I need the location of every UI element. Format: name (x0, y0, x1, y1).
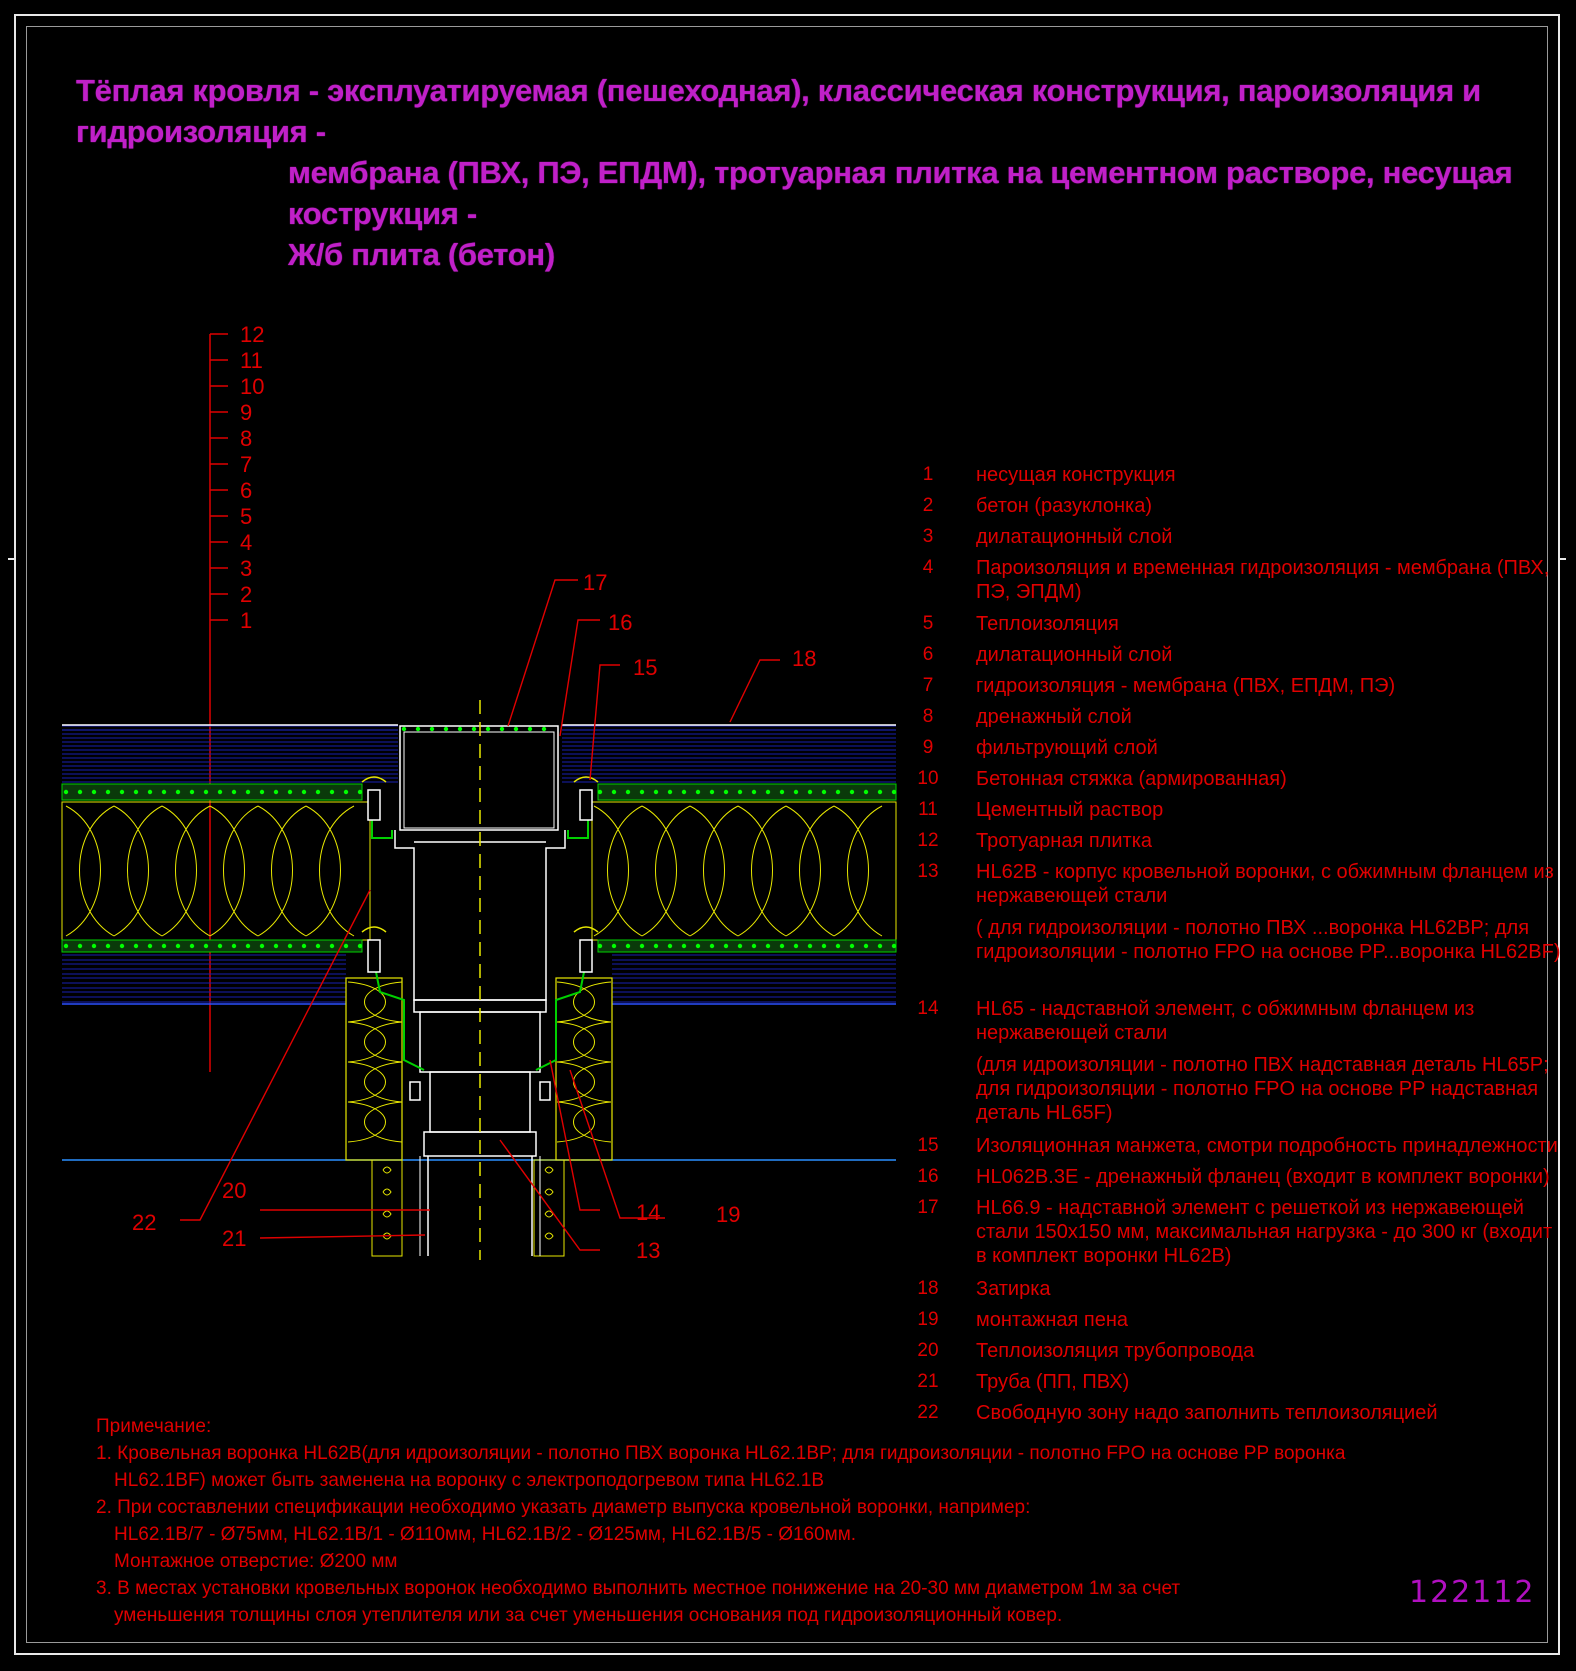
insulation-left (62, 802, 370, 940)
membrane-dot (850, 944, 854, 948)
insulation-hatch (210, 806, 258, 936)
legend-text: Теплоизоляция (976, 613, 1119, 635)
membrane-dot (696, 790, 700, 794)
membrane-dot (682, 944, 686, 948)
membrane-dot (640, 944, 644, 948)
callout-16: 16 (608, 610, 633, 635)
membrane-dot (190, 944, 194, 948)
legend-text: ( для гидроизоляции - полотно ПВХ ...воронка HL62BP; для гидроизоляции - полотно FPO на основе PP...воронка HL62BF) (976, 917, 1561, 963)
legend-text: Теплоизоляция трубопровода (976, 1340, 1255, 1362)
callout-17: 17 (583, 570, 608, 595)
membrane-dot (668, 944, 672, 948)
membrane-dot (752, 790, 756, 794)
layer-scale-label: 10 (240, 374, 265, 399)
membrane-dot (288, 790, 292, 794)
pipe-insulation-mark (545, 1167, 553, 1173)
membrane-dot (344, 790, 348, 794)
foam-hatch (348, 1102, 402, 1142)
legend-number: 21 (917, 1371, 939, 1392)
insulation-hatch (114, 806, 162, 936)
layer-scale-label: 12 (240, 322, 265, 347)
membrane-dot (808, 944, 812, 948)
insulation-hatch (594, 806, 642, 936)
note-3-line-2: уменьшения толщины слоя утеплителя или за счет уменьшения основания под гидроизоляционный ковер. (114, 1605, 1063, 1626)
legend-text: HL65 - надставной элемент, с обжимным фланцем из нержавеющей стали (976, 998, 1475, 1044)
membrane-dot (260, 790, 264, 794)
legend-number: 12 (917, 830, 939, 851)
membrane-dot (344, 944, 348, 948)
membrane-dot (260, 944, 264, 948)
legend-text: HL66.9 - надставной элемент с решеткой из нержавеющей стали 150x150 мм, максимальная нагрузка - до 300 кг (входит в комплект воронки HL62B) (976, 1197, 1553, 1267)
insulation-hatch (738, 806, 786, 936)
membrane-dot (626, 944, 630, 948)
membrane-dot (134, 790, 138, 794)
membrane-dot (330, 790, 334, 794)
legend-text: монтажная пена (976, 1309, 1129, 1331)
legend-number: 22 (917, 1402, 939, 1423)
membrane-dot (710, 790, 714, 794)
membrane-dot (724, 790, 728, 794)
insulation-hatch (642, 806, 690, 936)
layer-scale-label: 3 (240, 556, 253, 581)
insulation-hatch (258, 806, 306, 936)
legend-text: Изоляционная манжета, смотри подробность принадлежности (976, 1135, 1558, 1157)
insulation-hatch (786, 806, 834, 936)
foam-hatch (557, 982, 611, 1022)
legend-number: 8 (922, 706, 934, 727)
membrane-dot (822, 790, 826, 794)
legend-text: бетон (разуклонка) (976, 495, 1152, 517)
membrane-dot (780, 944, 784, 948)
membrane-dot (302, 790, 306, 794)
membrane-dot (766, 790, 770, 794)
membrane-dot (598, 944, 602, 948)
legend-text: HL62B - корпус кровельной воронки, с обжимным фланцем из нержавеющей стали (976, 861, 1554, 907)
membrane-dot (822, 944, 826, 948)
membrane-dot (246, 790, 250, 794)
callout-14: 14 (636, 1200, 661, 1225)
membrane-dot (274, 944, 278, 948)
membrane-dot (246, 944, 250, 948)
callout-21: 21 (222, 1226, 247, 1251)
layer-scale-label: 1 (240, 608, 253, 633)
membrane-dot (302, 944, 306, 948)
pipe-insulation-mark (383, 1167, 391, 1173)
legend-number: 15 (917, 1135, 939, 1156)
membrane-dot (836, 944, 840, 948)
membrane-dot (864, 790, 868, 794)
membrane-dot (120, 790, 124, 794)
concrete-slab-right (612, 954, 896, 1004)
membrane-dot (148, 790, 152, 794)
legend-number: 3 (922, 526, 934, 547)
membrane-dot (794, 790, 798, 794)
membrane-dot (836, 790, 840, 794)
membrane-dot (612, 790, 616, 794)
membrane-dot (892, 944, 896, 948)
membrane-dot (148, 944, 152, 948)
callout-19: 19 (716, 1202, 741, 1227)
legend-text: HL062B.3E - дренажный фланец (входит в комплект воронки) (976, 1166, 1550, 1188)
membrane-dot (864, 944, 868, 948)
callout-13: 13 (636, 1238, 661, 1263)
legend-number: 11 (918, 799, 938, 820)
drain-grating-upper (400, 726, 558, 830)
membrane-dot (458, 727, 462, 731)
membrane-dot (288, 944, 292, 948)
layer-scale-label: 2 (240, 582, 253, 607)
membrane-dot (106, 944, 110, 948)
legend-number: 2 (922, 495, 934, 516)
note-2-line-1: 2. При составлении спецификации необходимо указать диаметр выпуска кровельной воронки, например: (96, 1497, 1031, 1518)
legend-text: дренажный слой (976, 706, 1132, 728)
legend-text: Пароизоляция и временная гидроизоляция - мембрана (ПВХ, ПЭ, ЭПДМ) (976, 557, 1550, 603)
legend-number: 6 (922, 644, 934, 665)
membrane-dot (738, 790, 742, 794)
membrane-dot (274, 790, 278, 794)
note-2-line-2: HL62.1B/7 - Ø75мм, HL62.1B/1 - Ø110мм, HL62.1B/2 - Ø125мм, HL62.1B/5 - Ø160мм. (114, 1524, 857, 1545)
membrane-dot (626, 790, 630, 794)
membrane-dot (766, 944, 770, 948)
membrane-dot (358, 944, 362, 948)
membrane-dot (176, 944, 180, 948)
membrane-dot (416, 727, 420, 731)
insulation-hatch (66, 806, 114, 936)
membrane-dot (92, 944, 96, 948)
foam-hatch (348, 982, 402, 1022)
insulation-hatch (834, 806, 882, 936)
foam-hatch (557, 1022, 611, 1062)
legend-number: 9 (922, 737, 934, 758)
membrane-dot (668, 790, 672, 794)
membrane-dot (106, 790, 110, 794)
legend-number: 7 (922, 675, 934, 696)
legend-number: 19 (917, 1309, 939, 1330)
concrete-slab-left (62, 954, 346, 1004)
legend-number: 18 (917, 1278, 939, 1299)
notes-heading: Примечание: (96, 1416, 212, 1437)
membrane-dot (598, 790, 602, 794)
foam-hatch (348, 1062, 402, 1102)
layer-scale-label: 11 (240, 348, 263, 373)
layer-scale-label: 4 (240, 530, 253, 555)
insulation-right (592, 802, 896, 940)
legend-number: 13 (917, 861, 939, 882)
legend-number: 17 (917, 1197, 939, 1218)
membrane-dot (134, 944, 138, 948)
layer-scale-label: 8 (240, 426, 253, 451)
membrane-dot (316, 944, 320, 948)
legend-number: 5 (922, 613, 934, 634)
membrane-dot (358, 790, 362, 794)
layer-scale-label: 9 (240, 400, 253, 425)
paving-layer-right (562, 725, 896, 783)
legend-text: Тротуарная плитка (976, 830, 1153, 852)
membrane-dot (710, 944, 714, 948)
membrane-dot (752, 944, 756, 948)
callout-15: 15 (633, 655, 658, 680)
callout-22: 22 (132, 1210, 157, 1235)
membrane-dot (190, 790, 194, 794)
legend-number: 20 (917, 1340, 939, 1361)
membrane-dot (654, 944, 658, 948)
membrane-dot (696, 944, 700, 948)
legend-text: гидроизоляция - мембрана (ПВХ, ЕПДМ, ПЭ) (976, 675, 1396, 697)
pipe-insulation-mark (383, 1189, 391, 1195)
membrane-dot (232, 790, 236, 794)
pipe-insulation-mark (383, 1211, 391, 1217)
membrane-dot (204, 790, 208, 794)
legend-text: (для идроизоляции - полотно ПВХ надставная деталь HL65P; для гидроизоляции - полотно FPO на основе PP надставная деталь HL65F) (976, 1054, 1549, 1124)
notes (96, 1413, 1416, 1629)
membrane-dot (500, 727, 504, 731)
legend-number: 14 (917, 998, 939, 1019)
foam-hatch (348, 1022, 402, 1062)
membrane-dot (78, 790, 82, 794)
membrane-dot (430, 727, 434, 731)
membrane-dot (724, 944, 728, 948)
membrane-dot (528, 727, 532, 731)
legend-text: Свободную зону надо заполнить теплоизоляцией (976, 1402, 1438, 1424)
membrane-dot (780, 790, 784, 794)
membrane-dot (472, 727, 476, 731)
title-line-1: Тёплая кровля - эксплуатируемая (пешеходная), классическая конструкция, пароизоляция и гидроизоляция - (76, 73, 1481, 149)
note-1-line-1: 1. Кровельная воронка HL62B(для идроизоляции - полотно ПВХ воронка HL62.1BP; для гидроизоляции - полотно FPO на основе PP воронка (96, 1443, 1346, 1464)
membrane-dot (542, 727, 546, 731)
legend-text: дилатационный слой (976, 526, 1173, 548)
membrane-dot (738, 944, 742, 948)
note-3-line-1: 3. В местах установки кровельных воронок необходимо выполнить местное понижение на 20-30 мм диаметром 1м за счет (96, 1578, 1181, 1599)
membrane-dot (330, 944, 334, 948)
membrane-dot (794, 944, 798, 948)
membrane-dot (878, 790, 882, 794)
membrane-dot (316, 790, 320, 794)
sheet-number: 122112 (1409, 1575, 1536, 1610)
membrane-dot (162, 790, 166, 794)
legend-text: несущая конструкция (976, 464, 1176, 486)
legend-number: 16 (917, 1166, 939, 1187)
foam-hatch (557, 1062, 611, 1102)
legend-number: 1 (922, 464, 934, 485)
legend-text: дилатационный слой (976, 644, 1173, 666)
membrane-dot (120, 944, 124, 948)
membrane-dot (204, 944, 208, 948)
layer-scale-label: 6 (240, 478, 253, 503)
title-line-2: мембрана (ПВХ, ПЭ, ЕПДМ), тротуарная плитка на цементном растворе, несущая кострукция - (288, 155, 1513, 231)
paving-layer-left (62, 725, 398, 783)
membrane-dot (218, 790, 222, 794)
callout-18: 18 (792, 646, 817, 671)
pipe-insulation-mark (545, 1233, 553, 1239)
membrane-dot (682, 790, 686, 794)
membrane-dot (612, 944, 616, 948)
membrane-dot (808, 790, 812, 794)
membrane-dot (64, 944, 68, 948)
membrane-dot (654, 790, 658, 794)
legend-text: Труба (ПП, ПВХ) (976, 1371, 1130, 1393)
insulation-hatch (306, 806, 354, 936)
membrane-dot (402, 727, 406, 731)
membrane-dot (878, 944, 882, 948)
legend-text: Затирка (976, 1278, 1051, 1300)
note-1-line-2: HL62.1BF) может быть заменена на воронку с электроподогревом типа HL62.1B (114, 1470, 825, 1491)
roof-drain-body (362, 700, 598, 1260)
membrane-dot (850, 790, 854, 794)
title-line-3: Ж/б плита (бетон) (288, 237, 555, 272)
pipe-insulation-mark (545, 1189, 553, 1195)
membrane-dot (92, 790, 96, 794)
roof-layers (62, 725, 896, 1160)
legend-number: 10 (917, 768, 939, 789)
insulation-hatch (162, 806, 210, 936)
membrane-dot (232, 944, 236, 948)
legend-text: Цементный раствор (976, 799, 1164, 821)
legend-number: 4 (922, 557, 934, 578)
membrane-dot (176, 790, 180, 794)
membrane-dot (640, 790, 644, 794)
membrane-dot (218, 944, 222, 948)
membrane-dot (486, 727, 490, 731)
membrane-dot (892, 790, 896, 794)
membrane-dot (78, 944, 82, 948)
membrane-dot (64, 790, 68, 794)
membrane-dot (162, 944, 166, 948)
layer-scale-label: 7 (240, 452, 253, 477)
callout-20: 20 (222, 1178, 247, 1203)
legend-text: Бетонная стяжка (армированная) (976, 768, 1287, 790)
membrane-dot (514, 727, 518, 731)
legend-text: фильтрующий слой (976, 737, 1158, 759)
membrane-dot (444, 727, 448, 731)
insulation-hatch (690, 806, 738, 936)
note-2-line-3: Монтажное отверстие: Ø200 мм (114, 1551, 398, 1572)
pipe-insulation (346, 978, 612, 1256)
layer-scale-label: 5 (240, 504, 253, 529)
